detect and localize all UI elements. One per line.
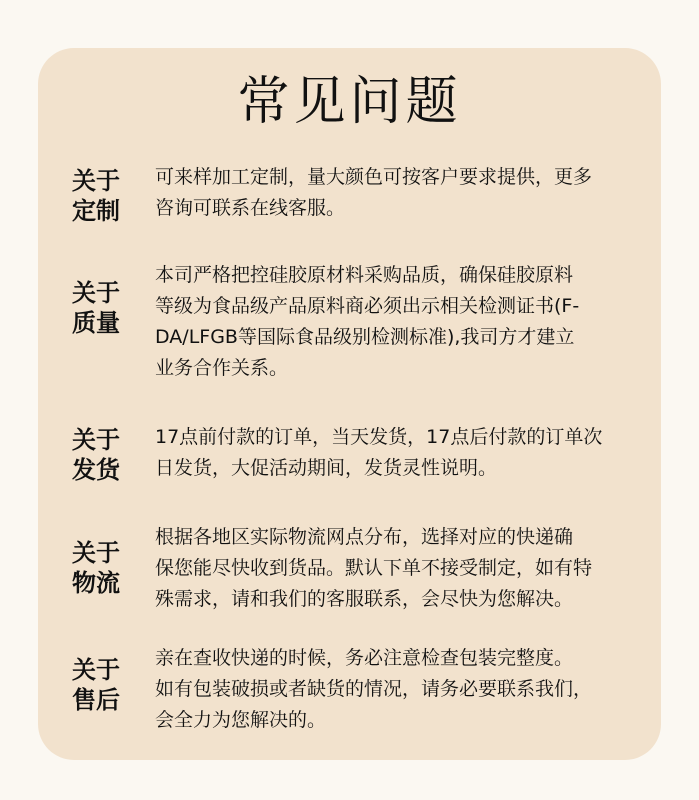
faq-answer-line: 可来样加工定制，量大颜色可按客户要求提供，更多 — [155, 166, 593, 188]
faq-answer — [155, 422, 625, 484]
faq-label-line1: 关于 — [72, 167, 120, 195]
faq-answer-line: 咨询可联系在线客服。 — [155, 197, 346, 219]
faq-answer-line: 会全力为您解决的。 — [155, 709, 327, 731]
faq-label — [60, 538, 132, 598]
faq-label — [60, 425, 132, 485]
faq-answer-line: DA/LFGB等国际食品级别检测标准),我司方才建立 — [155, 326, 575, 348]
faq-label-line2: 售后 — [72, 686, 120, 714]
faq-label-line1: 关于 — [72, 426, 120, 454]
faq-label-line1: 关于 — [72, 279, 120, 307]
page-title: 常见问题 — [237, 72, 462, 132]
faq-label-line1: 关于 — [72, 539, 120, 567]
faq-answer — [155, 522, 625, 615]
faq-label — [60, 655, 132, 715]
faq-answer-line: 日发货，大促活动期间，发货灵性说明。 — [155, 457, 498, 479]
faq-label-line2: 发货 — [72, 456, 120, 484]
faq-answer-line: 17点前付款的订单，当天发货，17点后付款的订单次 — [155, 426, 603, 448]
faq-answer-line: 保您能尽快收到货品。默认下单不接受制定，如有特 — [155, 557, 593, 579]
faq-answer — [155, 643, 625, 736]
faq-answer — [155, 162, 625, 224]
faq-label-line2: 定制 — [72, 197, 120, 225]
faq-answer-line: 等级为食品级产品原料商必须出示相关检测证书(F- — [155, 295, 580, 317]
faq-answer-line: 亲在查收快递的时候，务必注意检查包装完整度。 — [155, 647, 574, 669]
faq-answer-line: 本司严格把控硅胶原材料采购品质，确保硅胶原料 — [155, 264, 574, 286]
faq-label-line2: 质量 — [72, 309, 120, 337]
faq-answer-line: 根据各地区实际物流网点分布，选择对应的快递确 — [155, 526, 574, 548]
faq-answer — [155, 260, 625, 384]
faq-answer-line: 殊需求，请和我们的客服联系，会尽快为您解决。 — [155, 588, 574, 610]
faq-label — [60, 166, 132, 226]
faq-answer-line: 业务合作关系。 — [155, 357, 289, 379]
faq-answer-line: 如有包装破损或者缺货的情况，请务必要联系我们， — [155, 678, 593, 700]
faq-label-line2: 物流 — [72, 569, 120, 597]
faq-label — [60, 278, 132, 338]
faq-label-line1: 关于 — [72, 656, 120, 684]
